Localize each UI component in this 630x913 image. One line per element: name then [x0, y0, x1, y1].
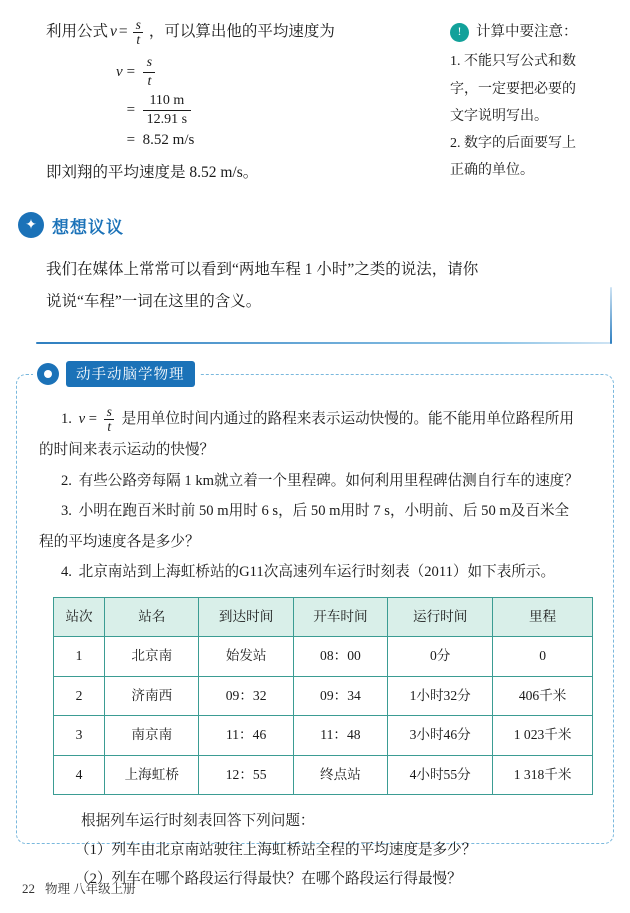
lightbulb-icon: ✦ — [18, 212, 44, 238]
calc-eq-3: = — [126, 132, 136, 149]
question-4-text: 北京南站到上海虹桥站的G11次高速列车运行时刻表（2011）如下表所示。 — [78, 564, 556, 581]
calc-numerator-1: s — [146, 54, 153, 70]
table-cell: 4小时55分 — [388, 755, 493, 795]
table-row — [54, 755, 593, 795]
formula-lead-eq: = — [118, 23, 128, 41]
table-header-cell: 到达时间 — [199, 597, 293, 637]
discussion-paragraph-line: 我们在媒体上常常可以看到“两地车程 1 小时”之类的说法，请你 — [46, 261, 479, 278]
side-note-title: 计算中要注意： — [476, 24, 578, 40]
exclamation-icon: ! — [450, 23, 469, 42]
discussion-paragraph-line: 说说“车程”一词在这里的含义。 — [46, 292, 262, 310]
table-row — [54, 637, 593, 677]
calc-denominator-1: t — [143, 72, 155, 90]
page-number: 22 — [22, 881, 35, 896]
book-title: 物理 八年级上册 — [45, 882, 136, 896]
table-cell: 0分 — [388, 637, 493, 677]
calc-v: v — [116, 64, 123, 81]
dot-icon — [37, 363, 59, 385]
calc-step-3 — [116, 129, 436, 151]
table-cell: 1 318千米 — [493, 755, 593, 795]
question-2-text: 有些公路旁每隔 1 km就立着一个里程碑。如何利用里程碑估测自行车的速度？ — [78, 472, 579, 489]
question-3-number: 3. — [61, 503, 72, 520]
side-note-line: 1. 不能只写公式和数 — [450, 54, 576, 70]
question-1-eq: = — [88, 411, 97, 428]
side-note-line: 字，一定要把必要的 — [450, 81, 576, 97]
side-note — [450, 18, 612, 185]
discussion-divider-right — [610, 287, 612, 343]
table-cell: 08：00 — [293, 637, 387, 677]
side-note-line: 正确的单位。 — [450, 163, 534, 179]
table-cell: 406千米 — [493, 676, 593, 716]
activity-title: 动手动脑学物理 — [66, 361, 195, 387]
formula-lead-line — [46, 18, 436, 47]
formula-lead-denominator: t — [133, 32, 143, 47]
table-cell: 2 — [54, 676, 105, 716]
table-row — [54, 676, 593, 716]
table-header-cell: 开车时间 — [293, 597, 387, 637]
discussion-section — [18, 212, 612, 344]
formula-lead-text-1: 利用公式 — [46, 23, 109, 41]
train-schedule-table — [53, 597, 593, 796]
question-1-v: v — [78, 411, 86, 428]
after-table-line: 根据列车运行时刻表回答下列问题： — [81, 813, 315, 830]
discussion-header — [18, 212, 612, 238]
question-2-number: 2. — [61, 472, 72, 489]
activity-questions — [17, 375, 613, 895]
question-1-denominator: t — [104, 419, 114, 434]
table-cell: 1小时32分 — [388, 676, 493, 716]
formula-block — [46, 18, 436, 186]
question-1-number: 1. — [61, 411, 72, 428]
after-table-line: （1）列车由北京南站驶往上海虹桥站全程的平均速度是多少？ — [75, 842, 477, 859]
calc-fraction-1 — [143, 55, 156, 90]
table-cell: 上海虹桥 — [105, 755, 199, 795]
formula-lead-text-2: ，可以算出他的平均速度为 — [148, 23, 335, 41]
table-cell: 12：55 — [199, 755, 293, 795]
calculation-steps — [116, 53, 436, 151]
question-2 — [61, 467, 591, 495]
question-1-cont: 的时间来表示运动的快慢？ — [39, 442, 215, 459]
table-cell: 0 — [493, 637, 593, 677]
table-cell: 1 023千米 — [493, 716, 593, 756]
table-header-cell: 运行时间 — [388, 597, 493, 637]
table-cell: 终点站 — [293, 755, 387, 795]
table-cell: 09：32 — [199, 676, 293, 716]
table-cell: 4 — [54, 755, 105, 795]
calc-result: 8.52 m/s — [142, 132, 195, 149]
table-header-cell: 站次 — [54, 597, 105, 637]
question-3-line1: 小明在跑百米时前 50 m用时 6 s，后 50 m用时 7 s，小明前、后 50 m及百米全 — [78, 503, 570, 520]
formula-lead-numerator: s — [135, 17, 141, 32]
activity-header — [33, 361, 199, 387]
after-table-line: （2）列车在哪个路段运行得最快？在哪个路段运行得最慢？ — [75, 871, 462, 888]
table-row — [54, 716, 593, 756]
table-cell: 济南西 — [105, 676, 199, 716]
table-cell: 3小时46分 — [388, 716, 493, 756]
table-cell: 3 — [54, 716, 105, 756]
table-header-cell: 里程 — [493, 597, 593, 637]
side-note-header — [450, 18, 612, 46]
calc-denominator-2: 12.91 s — [143, 110, 191, 128]
side-note-line: 文字说明写出。 — [450, 108, 548, 124]
question-3-cont: 程的平均速度各是多少？ — [39, 533, 200, 550]
question-1-fraction — [104, 405, 115, 434]
table-header-row — [54, 597, 593, 637]
calc-numerator-2: 110 m — [149, 92, 185, 108]
table-header-cell: 站名 — [105, 597, 199, 637]
question-1 — [39, 405, 591, 434]
question-4 — [61, 558, 591, 586]
table-cell: 11：48 — [293, 716, 387, 756]
page-footer — [22, 879, 136, 897]
formula-lead-fraction — [133, 18, 144, 47]
table-cell: 北京南 — [105, 637, 199, 677]
formula-conclusion: 即刘翔的平均速度是 8.52 m/s。 — [46, 164, 259, 182]
calc-step-1 — [116, 53, 436, 91]
discussion-body — [28, 250, 612, 344]
calc-eq-2: = — [126, 102, 136, 119]
question-1-numerator: s — [106, 404, 112, 419]
question-1-line1: 是用单位时间内通过的路程来表示运动快慢的。能不能用单位路程所用 — [121, 411, 574, 428]
calc-fraction-2 — [143, 93, 191, 128]
table-cell: 1 — [54, 637, 105, 677]
table-cell: 南京南 — [105, 716, 199, 756]
table-cell: 始发站 — [199, 637, 293, 677]
calc-eq-1: = — [126, 64, 136, 81]
discussion-title: 想想议议 — [52, 217, 124, 237]
formula-lead-v: v — [110, 23, 117, 41]
table-cell: 11：46 — [199, 716, 293, 756]
question-3 — [61, 497, 591, 525]
calc-step-2 — [116, 91, 436, 129]
question-4-number: 4. — [61, 564, 72, 581]
discussion-divider — [36, 342, 612, 344]
table-cell: 09：34 — [293, 676, 387, 716]
activity-section — [16, 367, 614, 888]
side-note-line: 2. 数字的后面要写上 — [450, 136, 576, 152]
